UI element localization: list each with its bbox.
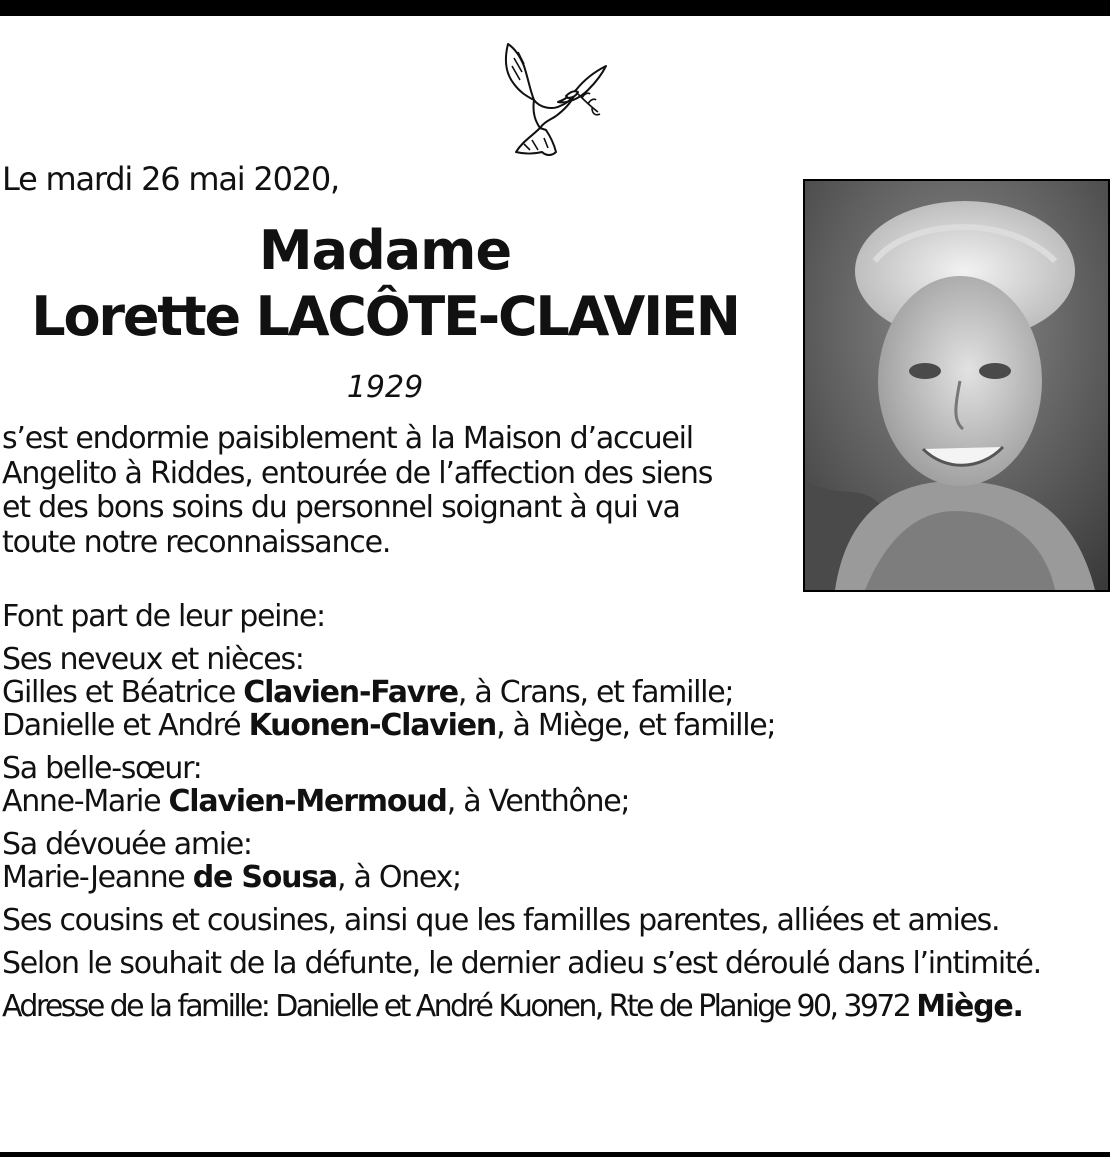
cousins-line: Ses cousins et cousines, ainsi que les familles parentes, alliées et amies. xyxy=(2,903,1000,938)
family-surname: Clavien-Mermoud xyxy=(168,784,447,819)
top-rule xyxy=(0,0,1110,16)
family-entry: Anne-Marie Clavien-Mermoud, à Venthône; xyxy=(2,784,630,819)
deceased-name: Lorette LACÔTE-CLAVIEN xyxy=(31,285,739,348)
neveux-heading: Ses neveux et nièces: xyxy=(2,642,304,677)
family-entry: Gilles et Béatrice Clavien-Favre, à Crans, et famille; xyxy=(2,675,734,710)
dove-icon xyxy=(494,38,618,162)
announcement-line: Font part de leur peine: xyxy=(2,599,325,634)
family-address: Adresse de la famille: Danielle et André Kuonen, Rte de Planige 90, 3972 Miège. xyxy=(2,989,1023,1024)
portrait-image xyxy=(805,181,1108,590)
honorific: Madame xyxy=(258,219,512,282)
bottom-rule xyxy=(0,1152,1110,1157)
intro-paragraph xyxy=(2,422,770,560)
intro-line: s’est endormie paisiblement à la Maison d’accueil xyxy=(2,421,693,456)
family-surname: Clavien-Favre xyxy=(243,675,458,710)
intro-line: Angelito à Riddes, entourée de l’affection des siens xyxy=(2,455,713,491)
funeral-line: Selon le souhait de la défunte, le dernier adieu s’est déroulé dans l’intimité. xyxy=(2,946,1041,981)
family-entry: Danielle et André Kuonen-Clavien, à Miège, et famille; xyxy=(2,708,776,743)
family-surname: Kuonen-Clavien xyxy=(248,708,497,743)
date-line: Le mardi 26 mai 2020, xyxy=(2,160,340,198)
deceased-name-block xyxy=(0,220,770,352)
family-surname: de Sousa xyxy=(192,860,338,895)
family-entry: Marie-Jeanne de Sousa, à Onex; xyxy=(2,860,461,895)
intro-line: et des bons soins du personnel soignant à qui va xyxy=(2,490,680,525)
belle-soeur-heading: Sa belle-sœur: xyxy=(2,751,202,786)
amie-heading: Sa dévouée amie: xyxy=(2,827,252,862)
family-list xyxy=(2,600,1110,1023)
address-town: Miège. xyxy=(916,989,1023,1024)
birth-year: 1929 xyxy=(346,370,424,405)
portrait-photo xyxy=(803,179,1110,592)
intro-line: toute notre reconnaissance. xyxy=(2,524,391,560)
